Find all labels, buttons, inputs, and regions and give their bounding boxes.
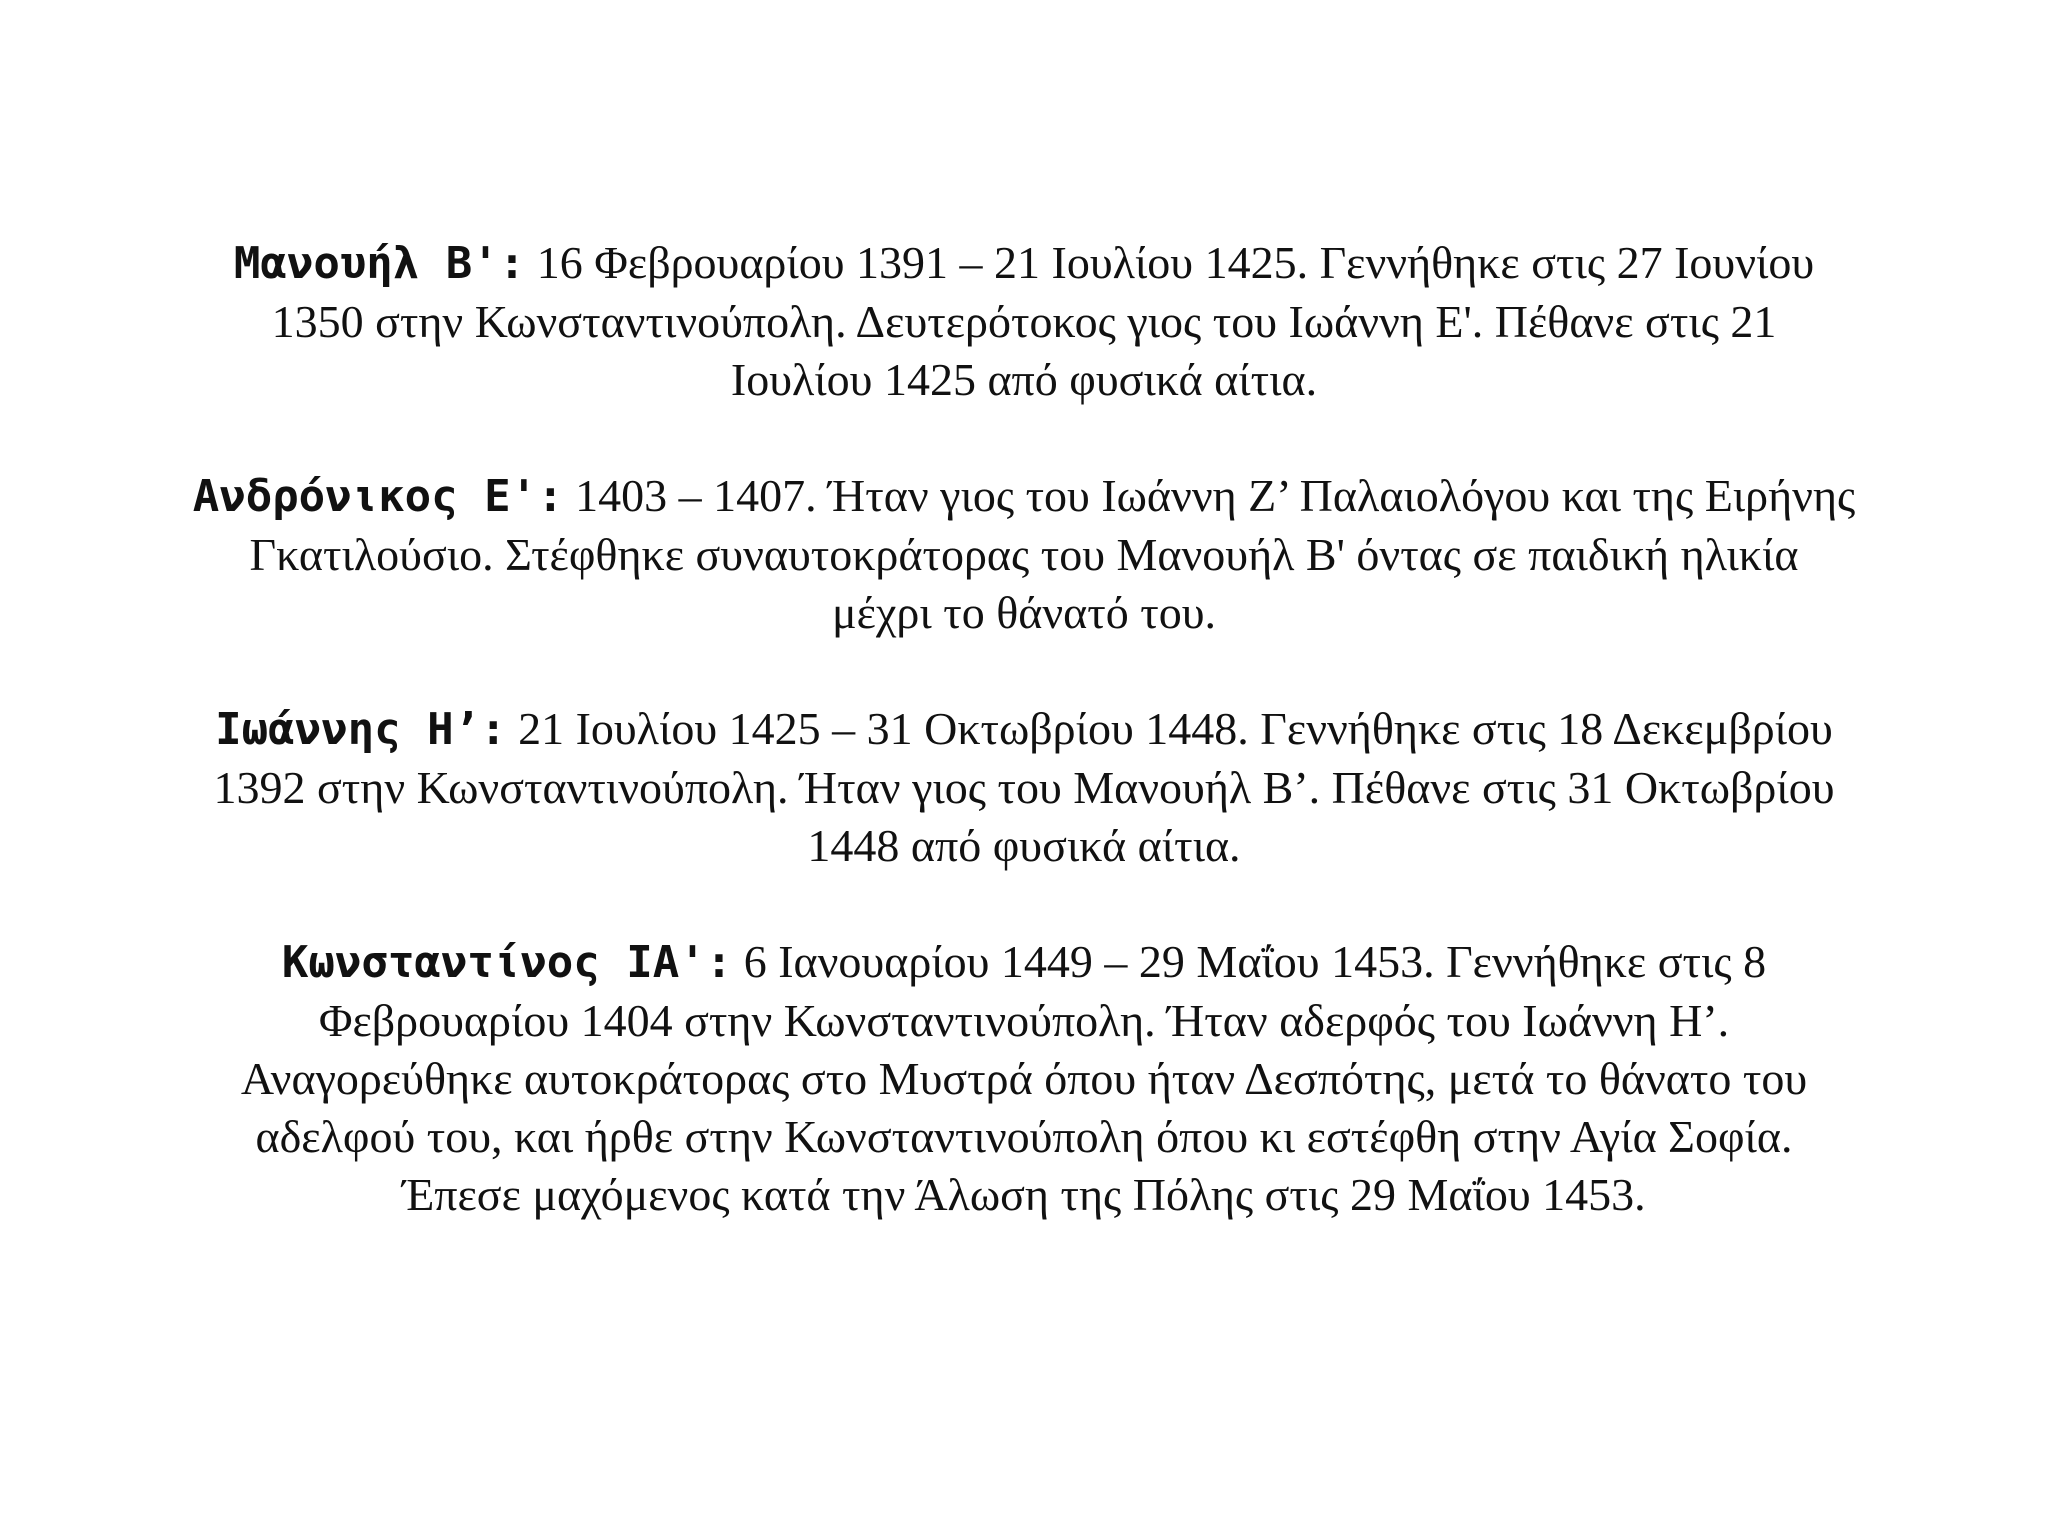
entry-john-viii — [100, 700, 1948, 875]
emperor-name: Ιωάννης Η’: — [215, 704, 507, 755]
entry-line: αδελφού του, και ήρθε στην Κωνσταντινούπολη όπου κι εστέφθη στην Αγία Σοφία. — [255, 1111, 1793, 1162]
entry-line: Φεβρουαρίου 1404 στην Κωνσταντινούπολη. Ήταν αδερφός του Ιωάννη Η’. — [318, 995, 1730, 1046]
emperor-name: Μανουήλ Β': — [233, 238, 526, 289]
entry-line — [100, 467, 1948, 526]
entry-manuel-ii — [100, 234, 1948, 409]
entry-line — [100, 933, 1948, 992]
entry-text: 1403 – 1407. Ήταν γιος του Ιωάννη Ζ’ Παλαιολόγου και της Ειρήνης — [563, 470, 1856, 521]
entry-line — [100, 700, 1948, 759]
entry-line: 1448 από φυσικά αίτια. — [807, 820, 1241, 871]
entry-line: μέχρι το θάνατό του. — [832, 587, 1216, 638]
entry-constantine-xi — [100, 933, 1948, 1224]
entry-line: 1350 στην Κωνσταντινούπολη. Δευτερότοκος γιος του Ιωάννη Ε'. Πέθανε στις 21 — [271, 296, 1777, 347]
entry-line: Αναγορεύθηκε αυτοκράτορας στο Μυστρά όπου ήταν Δεσπότης, μετά το θάνατο του — [240, 1053, 1808, 1104]
entry-line: Ιουλίου 1425 από φυσικά αίτια. — [730, 354, 1318, 405]
entry-text: 21 Ιουλίου 1425 – 31 Οκτωβρίου 1448. Γεννήθηκε στις 18 Δεκεμβρίου — [506, 703, 1833, 754]
entry-line: 1392 στην Κωνσταντινούπολη. Ήταν γιος του Μανουήλ Β’. Πέθανε στις 31 Οκτωβρίου — [213, 762, 1835, 813]
entry-line: Έπεσε μαχόμενος κατά την Άλωση της Πόλης στις 29 Μαΐου 1453. — [402, 1169, 1646, 1220]
entry-andronikos-v — [100, 467, 1948, 642]
entry-text: 6 Ιανουαρίου 1449 – 29 Μαΐου 1453. Γεννήθηκε στις 8 — [732, 936, 1767, 987]
emperor-name: Κωνσταντίνος ΙΑ': — [281, 937, 733, 988]
entry-line — [100, 234, 1948, 293]
emperor-name: Ανδρόνικος Ε': — [192, 471, 564, 522]
entry-line: Γκατιλούσιο. Στέφθηκε συναυτοκράτορας του Μανουήλ Β' όντας σε παιδική ηλικία — [249, 529, 1799, 580]
text-body — [100, 234, 1948, 1224]
entry-text: 16 Φεβρουαρίου 1391 – 21 Ιουλίου 1425. Γεννήθηκε στις 27 Ιουνίου — [525, 237, 1815, 288]
